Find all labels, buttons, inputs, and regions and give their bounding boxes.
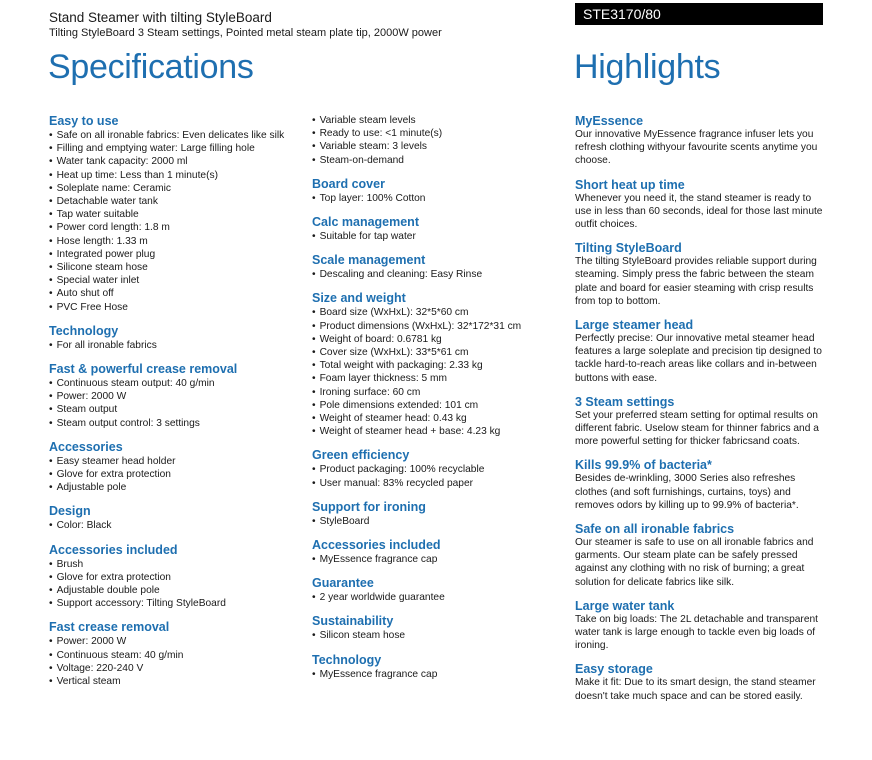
spec-section-technology (49, 324, 284, 352)
spec-list (312, 668, 521, 681)
highlight-easy-storage (575, 662, 825, 702)
spec-list (49, 635, 284, 688)
spec-item: • Product dimensions (WxHxL): 32*172*31 cm (312, 320, 521, 333)
spec-list (312, 192, 521, 205)
spec-section-title: Scale management (312, 253, 426, 268)
spec-section-title: Easy to use (49, 114, 119, 128)
spec-item: • Total weight with packaging: 2.33 kg (312, 359, 521, 372)
spec-item: • Suitable for tap water (312, 230, 521, 243)
spec-section-title: Design (49, 504, 91, 519)
spec-item: • User manual: 83% recycled paper (312, 477, 521, 490)
highlight-text: Perfectly precise: Our innovative metal steamer head features a large soleplate and precision tip designed to tackle hard-to-reach areas like collars and in-between buttons with ease. (575, 333, 822, 384)
highlight-text: Our steamer is safe to use on all ironable fabrics and garments. Our steam plate can be safely pressed against any clothing with no risk of burning; a great solution for delicate fabrics like silk. (575, 537, 814, 588)
spec-section-title: Fast & powerful crease removal (49, 362, 238, 377)
spec-item: • Brush (49, 558, 284, 571)
highlight-short-heat-up-time (575, 178, 825, 232)
highlight-title: Short heat up time (575, 177, 685, 192)
spec-section-title: Calc management (312, 215, 419, 230)
spec-item: • Variable steam levels (312, 114, 521, 127)
spec-item: • Steam output (49, 403, 284, 416)
highlight-safe-on-all-ironable-fabrics (575, 522, 825, 589)
spec-list (49, 377, 284, 430)
highlight-title: Easy storage (575, 662, 653, 677)
spec-item: • For all ironable fabrics (49, 339, 284, 352)
spec-list (312, 268, 521, 281)
spec-section-fast-crease-removal (49, 620, 284, 688)
spec-section-title: Size and weight (312, 291, 406, 306)
spec-item: • Special water inlet (49, 274, 284, 287)
spec-section-title: Fast crease removal (49, 620, 170, 635)
spec-section-title: Sustainability (312, 614, 394, 629)
spec-section-support-for-ironing (312, 500, 521, 528)
spec-item: • Cover size (WxHxL): 33*5*61 cm (312, 346, 521, 359)
spec-item: • Board size (WxHxL): 32*5*60 cm (312, 306, 521, 319)
spec-list (49, 129, 284, 314)
spec-item: • Adjustable double pole (49, 584, 284, 597)
specifications-heading: Specifications (48, 48, 254, 86)
spec-section-technology (312, 653, 521, 681)
spec-section-size-and-weight (312, 291, 521, 438)
spec-item: • Descaling and cleaning: Easy Rinse (312, 268, 521, 281)
spec-item: • Filling and emptying water: Large filling hole (49, 142, 284, 155)
spec-list (312, 591, 521, 604)
spec-list (49, 455, 284, 495)
spec-section-guarantee (312, 576, 521, 604)
spec-section-title: Accessories included (312, 538, 441, 553)
product-subtitle: Tilting StyleBoard 3 Steam settings, Pointed metal steam plate tip, 2000W power (49, 27, 442, 39)
specs-column-1 (49, 114, 284, 698)
spec-item: • Water tank capacity: 2000 ml (49, 155, 284, 168)
highlight-text: Make it fit: Due to its smart design, the stand steamer doesn't take much space and can be stored easily. (575, 677, 816, 702)
spec-item: • Ready to use: <1 minute(s) (312, 127, 521, 140)
spec-list (312, 463, 521, 489)
spec-item: • Steam output control: 3 settings (49, 417, 284, 430)
spec-list (312, 629, 521, 642)
spec-item: • Ironing surface: 60 cm (312, 386, 521, 399)
spec-section-design (49, 504, 284, 532)
spec-section-title: Technology (312, 652, 382, 667)
spec-item: • Variable steam: 3 levels (312, 140, 521, 153)
spec-item: • Power: 2000 W (49, 635, 284, 648)
spec-section-board-cover (312, 177, 521, 205)
spec-list (49, 519, 284, 532)
spec-item: • Weight of board: 0.6781 kg (312, 333, 521, 346)
spec-section-green-efficiency (312, 448, 521, 489)
highlight-title: MyEssence (575, 114, 644, 128)
spec-section-title: Guarantee (312, 576, 374, 591)
highlight-text: Take on big loads: The 2L detachable and transparent water tank is large enough to tackle even big loads of ironing. (575, 613, 818, 652)
spec-item: • StyleBoard (312, 515, 521, 528)
spec-item: • Top layer: 100% Cotton (312, 192, 521, 205)
highlight-title: Safe on all ironable fabrics (575, 522, 735, 537)
highlight-text: Whenever you need it, the stand steamer is ready to use in less than 60 seconds, ideal for those last minute outfit choices. (575, 192, 823, 231)
spec-section-scale-management (312, 253, 521, 281)
spec-item: • Support accessory: Tilting StyleBoard (49, 597, 284, 610)
spec-item: • 2 year worldwide guarantee (312, 591, 521, 604)
spec-item: • PVC Free Hose (49, 301, 284, 314)
product-title: Stand Steamer with tilting StyleBoard (49, 10, 272, 25)
spec-item: • MyEssence fragrance cap (312, 668, 521, 681)
highlights-column (575, 114, 825, 713)
spec-item: • Silicon steam hose (312, 629, 521, 642)
spec-item: • Power cord length: 1.8 m (49, 221, 284, 234)
highlight-title: Tilting StyleBoard (575, 241, 682, 256)
spec-list (312, 114, 521, 167)
model-number-badge: STE3170/80 (575, 3, 823, 25)
spec-section-title: Accessories (49, 439, 123, 454)
spec-section-accessories-included (49, 543, 284, 611)
spec-item: • Continuous steam: 40 g/min (49, 649, 284, 662)
highlight-text: Set your preferred steam setting for optimal results on different fabric. Uselow steam for thinner fabrics and a more powerful setting for thicker fabricsand coats. (575, 409, 819, 448)
highlight-tilting-styleboard (575, 241, 825, 308)
spec-item: • Color: Black (49, 519, 284, 532)
spec-item: • Detachable water tank (49, 195, 284, 208)
spec-item: • Easy steamer head holder (49, 455, 284, 468)
spec-item: • Weight of steamer head: 0.43 kg (312, 412, 521, 425)
spec-item: • Continuous steam output: 40 g/min (49, 377, 284, 390)
spec-list (312, 515, 521, 528)
spec-item: • Power: 2000 W (49, 390, 284, 403)
highlight-text: Besides de-wrinkling, 3000 Series also refreshes clothes (and soft furnishings, curtains, toys) and removes odors by killing up to 99.9% of bacteria*. (575, 473, 799, 511)
highlights-heading: Highlights (574, 48, 721, 86)
spec-item: • Safe on all ironable fabrics: Even delicates like silk (49, 129, 284, 142)
spec-item: • Heat up time: Less than 1 minute(s) (49, 169, 284, 182)
spec-section-accessories-included (312, 538, 521, 566)
spec-item: • Product packaging: 100% recyclable (312, 463, 521, 476)
spec-list (312, 230, 521, 243)
spec-section-title: Technology (49, 323, 119, 338)
highlight-title: Kills 99.9% of bacteria* (575, 458, 712, 473)
highlight-kills-99-9-of-bacteria (575, 458, 825, 512)
spec-item: • Weight of steamer head + base: 4.23 kg (312, 425, 521, 438)
highlight-large-steamer-head (575, 318, 825, 385)
spec-item: • Glove for extra protection (49, 468, 284, 481)
spec-item: • Integrated power plug (49, 248, 284, 261)
spec-item: • Soleplate name: Ceramic (49, 182, 284, 195)
highlight-text: Our innovative MyEssence fragrance infuser lets you refresh clothing withyour favourite scents anytime you choose. (575, 129, 818, 167)
spec-section-fast-powerful-crease-removal (49, 362, 284, 430)
spec-item: • Tap water suitable (49, 208, 284, 221)
spec-section-accessories (49, 440, 284, 495)
highlight-large-water-tank (575, 599, 825, 653)
spec-item: • Adjustable pole (49, 481, 284, 494)
highlight-3-steam-settings (575, 395, 825, 449)
spec-item: • Foam layer thickness: 5 mm (312, 372, 521, 385)
highlight-myessence (575, 114, 825, 168)
spec-list (49, 339, 284, 352)
spec-item: • Pole dimensions extended: 101 cm (312, 399, 521, 412)
highlight-text: The tilting StyleBoard provides reliable support during steaming. Simply press the fabric between the steam plate and board for easier steaming with crisp results from top to bottom. (575, 256, 817, 307)
spec-section-sustainability (312, 614, 521, 642)
spec-list (312, 306, 521, 438)
spec-section-easy-to-use (49, 114, 284, 314)
highlight-title: 3 Steam settings (575, 394, 675, 409)
spec-item: • Vertical steam (49, 675, 284, 688)
highlight-title: Large water tank (575, 598, 675, 613)
spec-item: • Hose length: 1.33 m (49, 235, 284, 248)
spec-section-continued (312, 114, 521, 167)
spec-section-title: Accessories included (49, 542, 178, 557)
spec-list (49, 558, 284, 611)
spec-item: • Glove for extra protection (49, 571, 284, 584)
spec-item: • Auto shut off (49, 287, 284, 300)
spec-item: • Silicone steam hose (49, 261, 284, 274)
spec-list (312, 553, 521, 566)
spec-item: • Voltage: 220-240 V (49, 662, 284, 675)
highlight-title: Large steamer head (575, 318, 694, 333)
spec-item: • MyEssence fragrance cap (312, 553, 521, 566)
spec-section-calc-management (312, 215, 521, 243)
spec-item: • Steam-on-demand (312, 154, 521, 167)
spec-section-title: Board cover (312, 176, 385, 191)
specs-column-2 (312, 114, 521, 691)
spec-section-title: Green efficiency (312, 448, 410, 463)
spec-section-title: Support for ironing (312, 499, 426, 514)
